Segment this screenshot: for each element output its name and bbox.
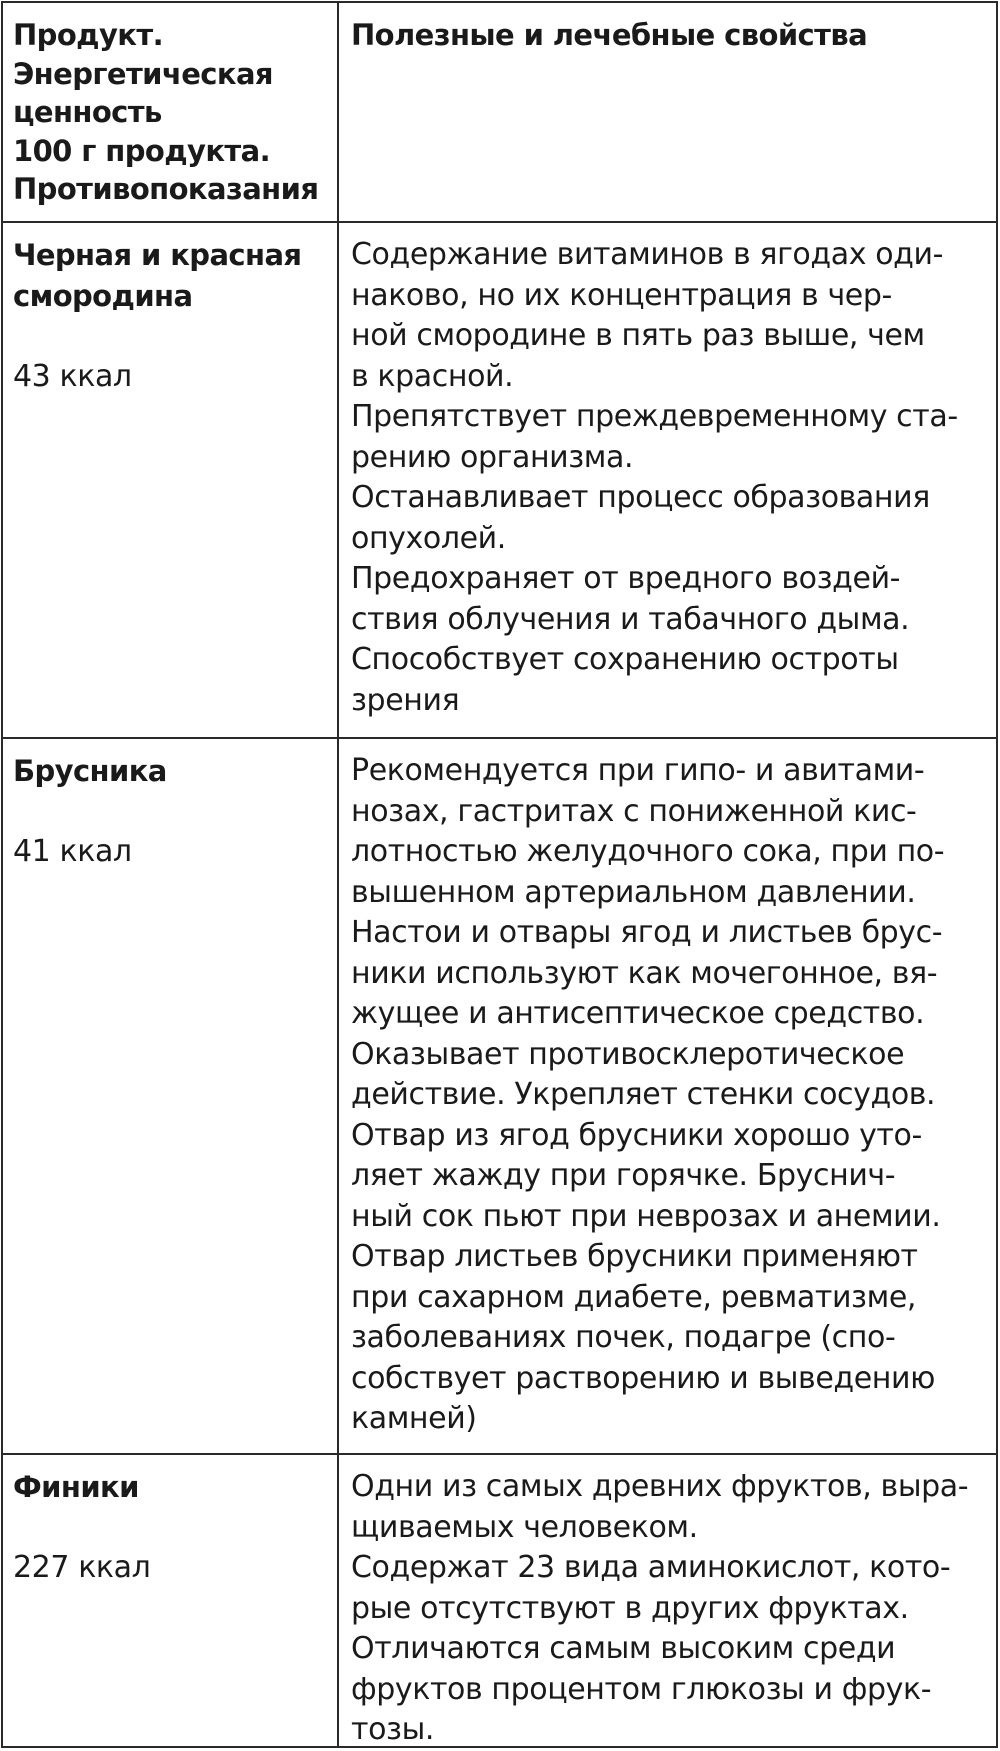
product-name-line: Брусника (13, 754, 167, 788)
properties-cell (339, 739, 996, 1453)
properties-cell (339, 1455, 996, 1746)
table-row (3, 221, 996, 737)
text-line: зрения (351, 682, 460, 718)
text-line: Содержат 23 вида аминокислот, кото- (351, 1550, 951, 1585)
text-line: рые отсутствуют в других фруктах. (351, 1590, 909, 1626)
text-line: Способствует сохранению остроты (351, 642, 899, 677)
product-name-line: Черная и красная (13, 238, 302, 272)
text-line: ный сок пьют при неврозах и анемии. (351, 1198, 941, 1234)
text-line: действие. Укрепляет стенки сосудов. (351, 1077, 936, 1112)
text-line: ники используют как мочегонное, вя- (351, 955, 938, 991)
text-line: лотностью желудочного сока, при по- (351, 834, 945, 869)
text-line: вышенном артериальном давлении. (351, 874, 916, 910)
text-line: жущее и антисептическое средство. (351, 996, 925, 1031)
nutrition-table (1, 1, 998, 1748)
text-line: Настои и отвары ягод и листьев брус- (351, 915, 943, 950)
header-line: ценность (13, 95, 162, 129)
header-line: Продукт. (13, 18, 163, 52)
product-cell (3, 1455, 339, 1746)
header-properties-cell (339, 3, 996, 221)
text-line: при сахарном диабете, ревматизме, (351, 1279, 917, 1315)
header-line: Энергетическая (13, 56, 273, 91)
text-line: Отвар из ягод брусники хорошо уто- (351, 1117, 922, 1153)
product-name-line: смородина (13, 278, 193, 313)
text-line: Рекомендуется при гипо- и авитами- (351, 753, 925, 788)
text-line: Отличаются самым высоким среди (351, 1631, 896, 1666)
text-line: собствует растворению и выведению (351, 1360, 935, 1396)
text-line: ной смородине в пять раз выше, чем (351, 318, 925, 353)
header-line: 100 г продукта. (13, 133, 270, 168)
text-line: ствия облучения и табачного дыма. (351, 601, 910, 637)
text-line: Предохраняет от вредного воздей- (351, 561, 901, 596)
text-line: щиваемых человеком. (351, 1509, 698, 1545)
text-line: Препятствует преждевременному ста- (351, 399, 958, 434)
text-line: рению организма. (351, 439, 634, 475)
table-header-row (3, 3, 996, 221)
table-row (3, 737, 996, 1453)
table-row (3, 1453, 996, 1746)
text-line: опухолей. (351, 520, 506, 556)
product-cell (3, 223, 339, 737)
text-line: Содержание витаминов в ягодах оди- (351, 237, 944, 272)
energy-value: 227 ккал (13, 1550, 151, 1585)
product-name-line: Финики (13, 1470, 139, 1504)
text-line: заболеваниях почек, подагре (спо- (351, 1320, 896, 1355)
text-line: камней) (351, 1401, 477, 1436)
text-line: в красной. (351, 358, 514, 394)
energy-value: 43 ккал (13, 358, 132, 394)
header-line: Полезные и лечебные свойства (351, 18, 868, 52)
energy-value: 41 ккал (13, 834, 132, 869)
text-line: Отвар листьев брусники применяют (351, 1239, 918, 1274)
text-line: Оказывает противосклеротическое (351, 1036, 905, 1072)
text-line: наково, но их концентрация в чер- (351, 277, 892, 313)
text-line: фруктов процентом глюкозы и фрук- (351, 1671, 932, 1707)
text-line: Одни из самых древних фруктов, выра- (351, 1469, 969, 1504)
header-line: Противопоказания (13, 172, 319, 206)
text-line: ляет жажду при горячке. Бруснич- (351, 1158, 896, 1193)
text-line: тозы. (351, 1712, 435, 1747)
properties-cell (339, 223, 996, 737)
text-line: Останавливает процесс образования (351, 480, 930, 515)
product-cell (3, 739, 339, 1453)
header-product-cell (3, 3, 339, 221)
text-line: нозах, гастритах с пониженной кис- (351, 793, 917, 829)
